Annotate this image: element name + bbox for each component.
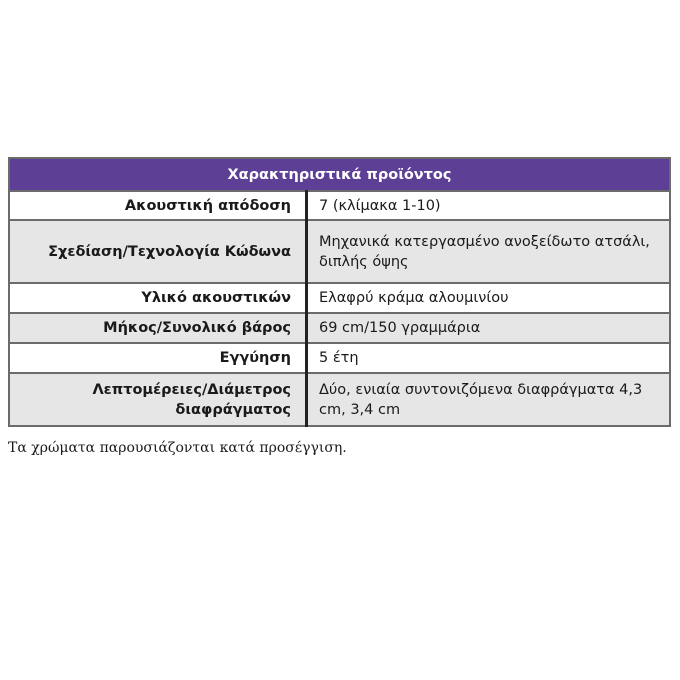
table-header-row <box>9 158 670 191</box>
spec-label: Μήκος/Συνολικό βάρος <box>9 313 307 343</box>
spec-label: Εγγύηση <box>9 343 307 373</box>
spec-value: 69 cm/150 γραμμάρια <box>307 313 671 343</box>
spec-value-text: Δύο, ενιαία συντονιζόμενα διαφράγματα 4,3 cm, 3,4 cm <box>319 381 643 418</box>
spec-value: Ελαφρύ κράμα αλουμινίου <box>307 283 671 313</box>
product-specs-table <box>8 157 671 427</box>
spec-label <box>9 373 307 426</box>
spec-value <box>307 373 671 426</box>
table-title: Χαρακτηριστικά προϊόντος <box>9 158 670 191</box>
spec-value-text: Μηχανικά κατεργασμένο ανοξείδωτο ατσάλι, διπλής όψης <box>319 233 650 270</box>
table-row <box>9 373 670 426</box>
spec-label: Υλικό ακουστικών <box>9 283 307 313</box>
spec-value <box>307 220 671 283</box>
color-disclaimer: Τα χρώματα παρουσιάζονται κατά προσέγγιση. <box>8 440 347 456</box>
spec-label: Σχεδίαση/Τεχνολογία Κώδωνα <box>9 220 307 283</box>
table-row <box>9 191 670 220</box>
spec-value: 7 (κλίμακα 1-10) <box>307 191 671 220</box>
table-row <box>9 283 670 313</box>
table-row <box>9 343 670 373</box>
spec-value: 5 έτη <box>307 343 671 373</box>
spec-label-text: Λεπτομέρειες/Διάμετρος διαφράγματος <box>92 381 291 418</box>
table-row <box>9 313 670 343</box>
table-row <box>9 220 670 283</box>
spec-label: Ακουστική απόδοση <box>9 191 307 220</box>
